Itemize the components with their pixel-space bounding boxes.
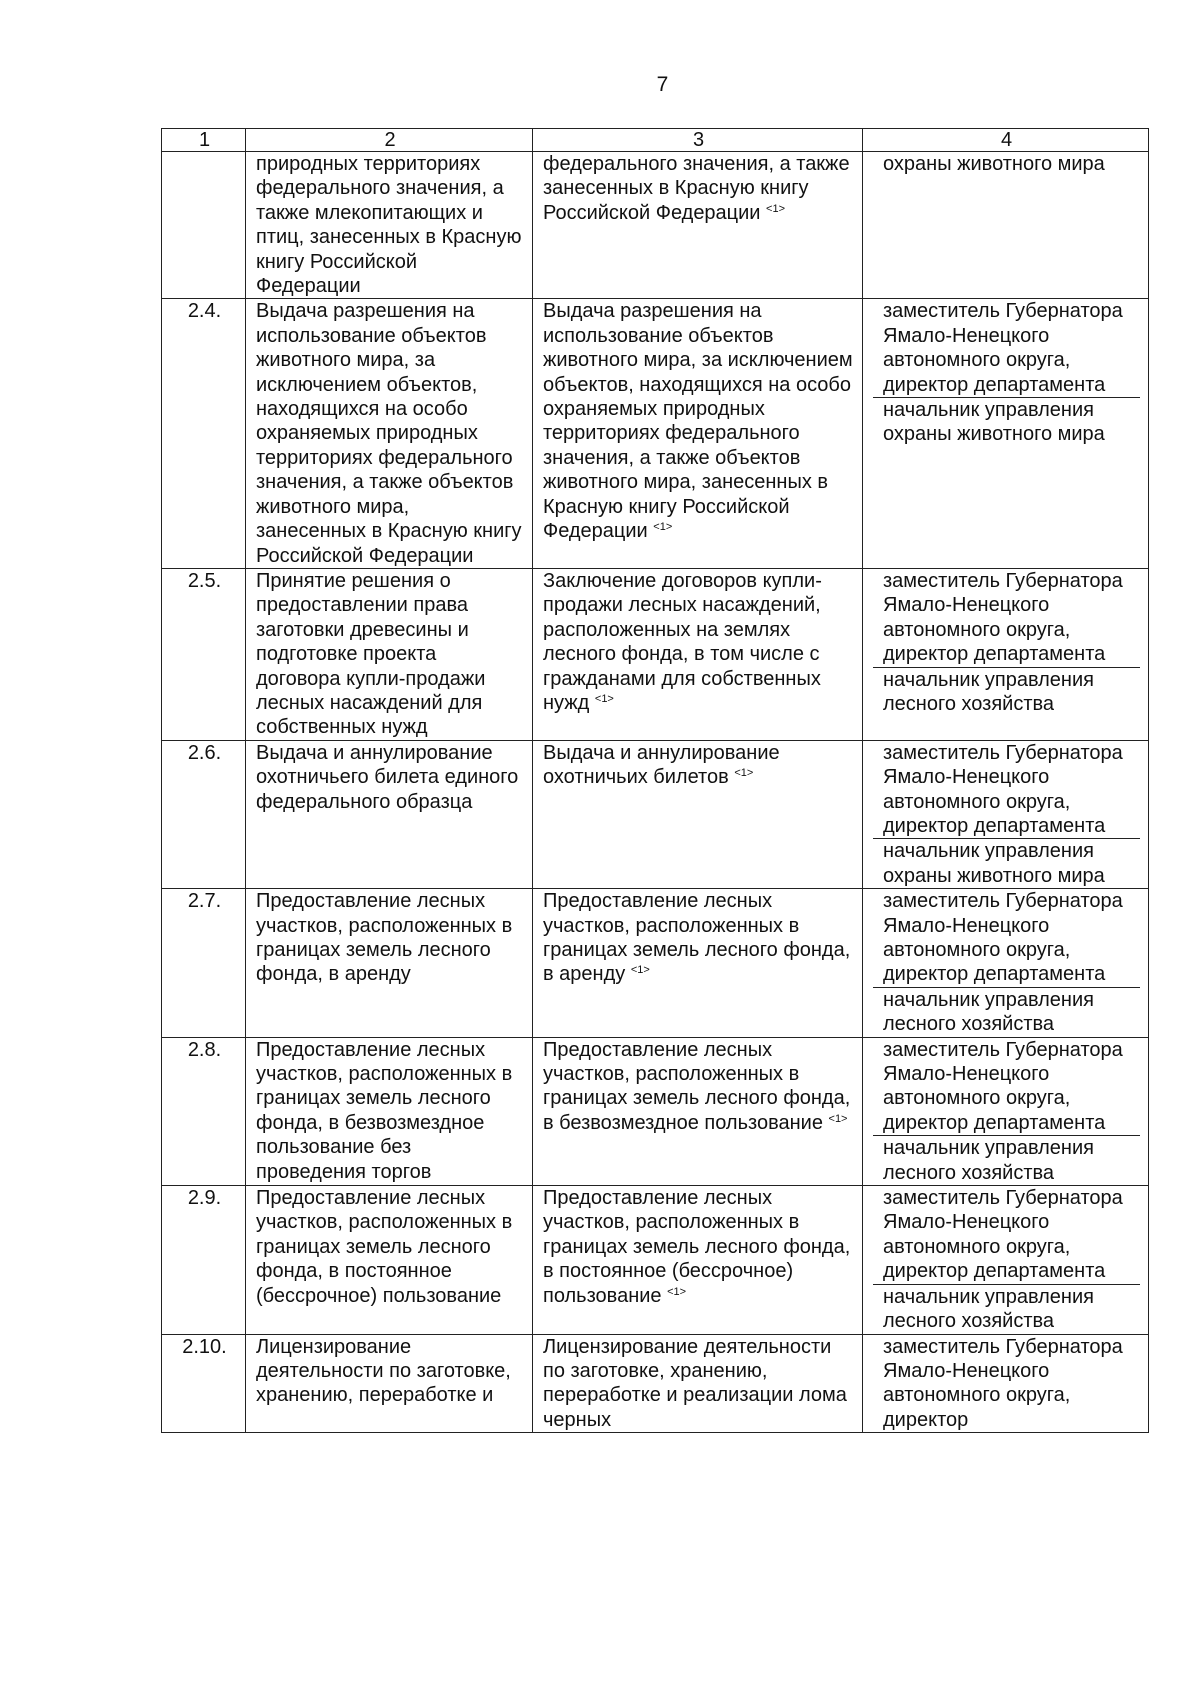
power-description: Лицензирование деятельности по заготовке, хранению, переработке и [246,1334,533,1433]
responsible-official: заместитель Губернатора Ямало-Ненецкого автономного округа, директор департамента [883,1187,1123,1283]
service-text: федерального значения, а также занесенных в Красную книгу Российской Федерации [543,153,850,224]
column-header-4: 4 [863,129,1149,152]
service-text: Предоставление лесных участков, расположенных в границах земель лесного фонда, в аренду [543,890,851,986]
responsible-official: начальник управления лесного хозяйства [873,1284,1140,1334]
service-text: Предоставление лесных участков, расположенных в границах земель лесного фонда, в постоянное (бессрочное) пользование [543,1187,851,1307]
responsible-official: заместитель Губернатора Ямало-Ненецкого автономного округа, директор [883,1335,1123,1431]
item-number: 2.6. [162,740,246,888]
service-description [533,1037,863,1185]
item-number: 2.9. [162,1186,246,1334]
service-description [533,299,863,568]
responsible-officials [863,740,1149,888]
responsible-officials [863,1037,1149,1185]
authority-table [161,128,1149,1433]
table-row [162,1037,1149,1185]
responsible-officials [863,299,1149,568]
responsible-official: начальник управления лесного хозяйства [873,987,1140,1037]
footnote-reference: <1> [667,1285,687,1298]
footnote-reference: <1> [766,202,786,215]
column-header-1: 1 [162,129,246,152]
responsible-official: заместитель Губернатора Ямало-Ненецкого автономного округа, директор департамента [883,300,1123,396]
item-number: 2.7. [162,889,246,1037]
responsible-official: заместитель Губернатора Ямало-Ненецкого автономного округа, директор департамента [883,741,1123,837]
power-description: Предоставление лесных участков, расположенных в границах земель лесного фонда, в аренду [246,889,533,1037]
service-text: Заключение договоров купли-продажи лесных насаждений, расположенных на землях лесного фонда, в том числе с гражданами для собственных нужд [543,569,822,714]
table-body [162,152,1149,1433]
power-description: Предоставление лесных участков, расположенных в границах земель лесного фонда, в безвозмездное пользование без проведения торгов [246,1037,533,1185]
item-number: 2.8. [162,1037,246,1185]
footnote-reference: <1> [653,521,673,534]
responsible-official: начальник управления охраны животного мира [873,397,1140,447]
header-row [162,129,1149,152]
responsible-officials [863,1186,1149,1334]
service-text: Лицензирование деятельности по заготовке, хранению, переработке и реализации лома черных [543,1335,847,1431]
table-row [162,889,1149,1037]
responsible-officials [863,568,1149,740]
column-header-2: 2 [246,129,533,152]
responsible-official: заместитель Губернатора Ямало-Ненецкого автономного округа, директор департамента [883,890,1123,986]
item-number: 2.5. [162,568,246,740]
responsible-officials [863,152,1149,299]
item-number: 2.4. [162,299,246,568]
responsible-official: начальник управления лесного хозяйства [873,1135,1140,1185]
power-description: Принятие решения о предоставлении права заготовки древесины и подготовке проекта договора купли-продажи лесных насаждений для собственных нужд [246,568,533,740]
power-description: Предоставление лесных участков, расположенных в границах земель лесного фонда, в постоянное (бессрочное) пользование [246,1186,533,1334]
service-description [533,740,863,888]
service-text: Предоставление лесных участков, расположенных в границах земель лесного фонда, в безвозмездное пользование [543,1038,851,1134]
table-row [162,299,1149,568]
service-text: Выдача разрешения на использование объектов животного мира, за исключением объектов, находящихся на особо охраняемых природных территориях федерального значения, а также объектов животного мира, занесенных в Красную книгу Российской Федерации [543,300,853,543]
footnote-reference: <1> [630,964,650,977]
item-number: 2.10. [162,1334,246,1433]
table-row [162,740,1149,888]
responsible-official: заместитель Губернатора Ямало-Ненецкого автономного округа, директор департамента [883,1038,1123,1134]
responsible-official: начальник управления охраны животного мира [873,838,1140,888]
service-description [533,889,863,1037]
power-description: Выдача разрешения на использование объектов животного мира, за исключением объектов, находящихся на особо охраняемых природных территориях федерального значения, а также объектов животного мира, занесенных в Красную книгу Российской Федерации [246,299,533,568]
service-description [533,152,863,299]
table-header [162,129,1149,152]
power-description: природных территориях федерального значения, а также млекопитающих и птиц, занесенных в Красную книгу Российской Федерации [246,152,533,299]
service-text: Выдача и аннулирование охотничьих билетов [543,741,780,789]
footnote-reference: <1> [828,1112,848,1125]
responsible-officials [863,889,1149,1037]
service-description [533,568,863,740]
item-number [162,152,246,299]
responsible-official: заместитель Губернатора Ямало-Ненецкого автономного округа, директор департамента [883,569,1123,666]
table-row [162,568,1149,740]
footnote-reference: <1> [734,767,754,780]
footnote-reference: <1> [594,692,614,705]
table-row [162,152,1149,299]
page-number: 7 [656,73,669,96]
responsible-official: охраны животного мира [883,153,1105,175]
column-header-3: 3 [533,129,863,152]
table-row [162,1186,1149,1334]
table-row [162,1334,1149,1433]
responsible-officials [863,1334,1149,1433]
responsible-official: начальник управления лесного хозяйства [873,667,1140,717]
power-description: Выдача и аннулирование охотничьего билета единого федерального образца [246,740,533,888]
service-description [533,1186,863,1334]
service-description [533,1334,863,1433]
